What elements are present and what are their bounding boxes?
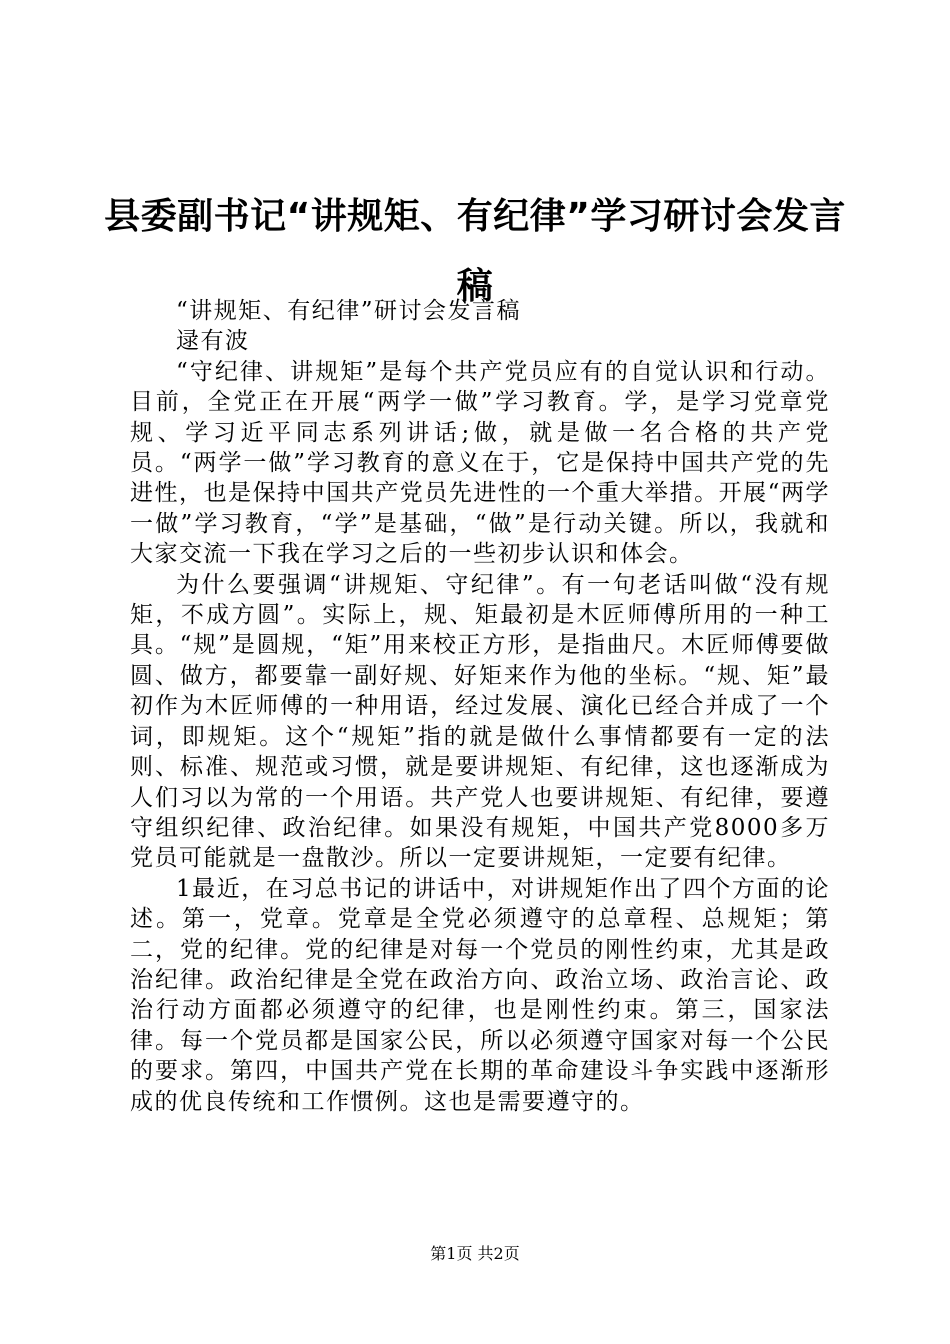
document-title: 县委副书记“讲规矩、有纪律”学习研讨会发言稿: [104, 196, 846, 307]
document-body: [130, 296, 830, 1117]
page-number-footer: 第1页 共2页: [430, 1244, 520, 1263]
document-author: 逯有波: [176, 328, 250, 355]
document-subtitle: “讲规矩、有纪律”研讨会发言稿: [176, 298, 522, 324]
paragraph-3: 1最近，在习总书记的讲话中，对讲规矩作出了四个方面的论述。第一，党章。党章是全党必须遵守的总章程、总规矩；第二，党的纪律。党的纪律是对每一个党员的刚性约束，尤其是政治纪律。政治纪律是全党在政治方向、政治立场、政治言论、政治行动方面都必须遵守的纪律，也是刚性约束。第三，国家法律。每一个党员都是国家公民，所以必须遵守国家对每一个公民的要求。第四，中国共产党在长期的革命建设斗争实践中逐渐形成的优良传统和工作惯例。这也是需要遵守的。: [130, 875, 830, 1115]
paragraph-1: “守纪律、讲规矩”是每个共产党员应有的自觉认识和行动。目前，全党正在开展“两学一做”学习教育。学，是学习党章党规、学习近平同志系列讲话;做，就是做一名合格的共产党员。“两学一做”学习教育的意义在于，它是保持中国共产党的先进性，也是保持中国共产党员先进性的一个重大举措。开展“两学一做”学习教育，“学”是基础，“做”是行动关键。所以，我就和大家交流一下我在学习之后的一些初步认识和体会。: [130, 358, 830, 568]
paragraph-2: 为什么要强调“讲规矩、守纪律”。有一句老话叫做“没有规矩，不成方圆”。实际上，规、矩最初是木匠师傅所用的一种工具。“规”是圆规，“矩”用来校正方形，是指曲尺。木匠师傅要做圆、做方，都要靠一副好规、好矩来作为他的坐标。“规、矩”最初作为木匠师傅的一种用语，经过发展、演化已经合并成了一个词，即规矩。这个“规矩”指的就是做什么事情都要有一定的法则、标准、规范或习惯，就是要讲规矩、有纪律，这也逐渐成为人们习以为常的一个用语。共产党人也要讲规矩、有纪律，要遵守组织纪律、政治纪律。如果没有规矩，中国共产党8000多万党员可能就是一盘散沙。所以一定要讲规矩，一定要有纪律。: [130, 571, 830, 872]
